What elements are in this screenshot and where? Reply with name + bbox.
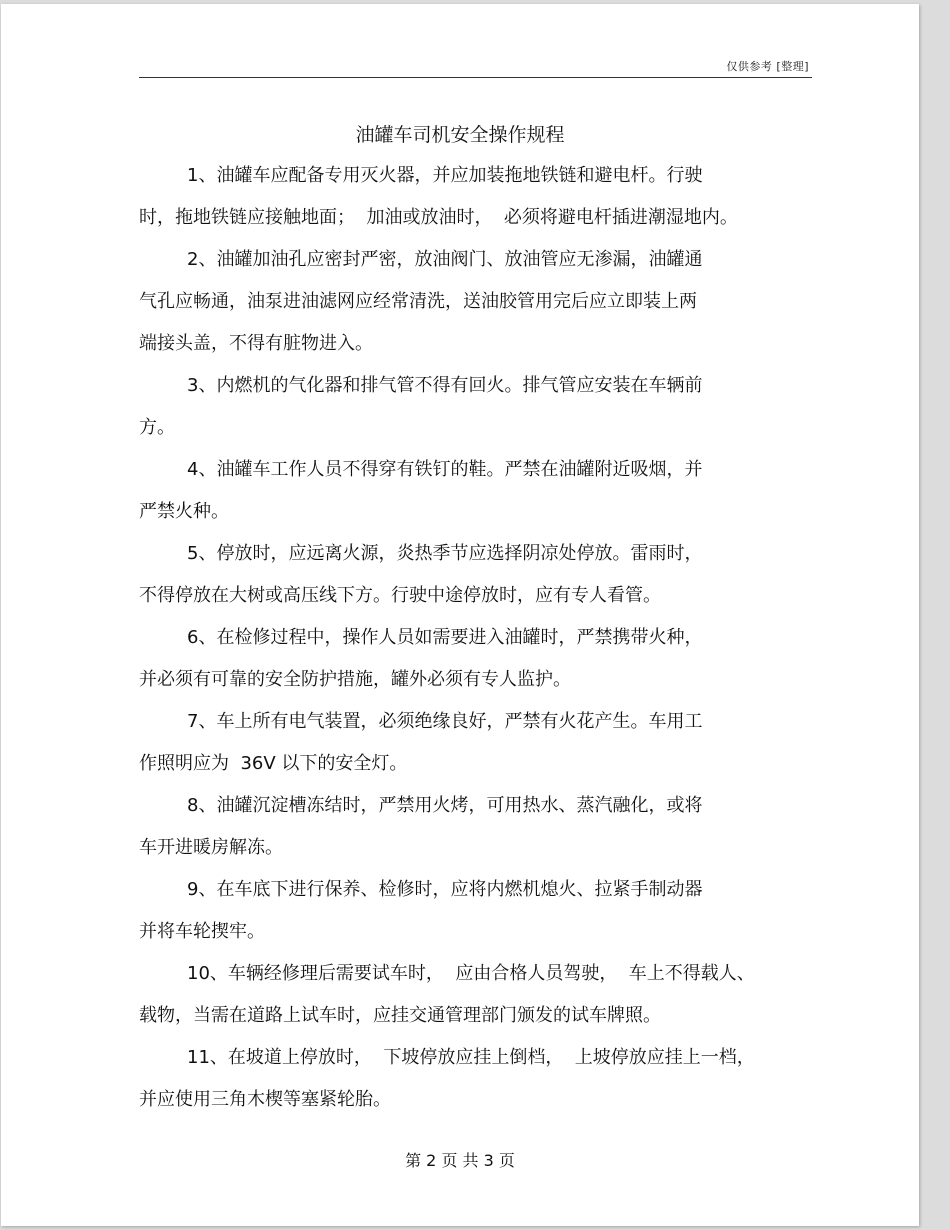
paragraph-4 xyxy=(139,449,819,533)
paragraph-line: 7、车上所有电气装置，必须绝缘良好，严禁有火花产生。车用工 xyxy=(187,711,703,732)
paragraph-line: 方。 xyxy=(139,417,175,438)
document-page xyxy=(1,4,919,1226)
paragraph-line: 8、油罐沉淀槽冻结时，严禁用火烤，可用热水、蒸汽融化，或将 xyxy=(187,795,703,816)
paragraph-line: 4、油罐车工作人员不得穿有铁钉的鞋。严禁在油罐附近吸烟，并 xyxy=(187,459,703,480)
paragraph-7 xyxy=(139,701,819,785)
paragraph-line: 并应使用三角木楔等塞紧轮胎。 xyxy=(139,1089,391,1110)
paragraph-line: 不得停放在大树或高压线下方。行驶中途停放时，应有专人看管。 xyxy=(139,585,661,606)
header-divider xyxy=(139,77,812,78)
paragraph-line: 并将车轮揳牢。 xyxy=(139,921,265,942)
paragraph-line: 载物，当需在道路上试车时，应挂交通管理部门颁发的试车牌照。 xyxy=(139,1005,661,1026)
paragraph-5 xyxy=(139,533,819,617)
paragraph-line: 时，拖地铁链应接触地面； 加油或放油时， 必须将避电杆插进潮湿地内。 xyxy=(139,207,738,228)
paragraph-line: 11、在坡道上停放时， 下坡停放应挂上倒档， 上坡停放应挂上一档， xyxy=(187,1047,755,1068)
document-body xyxy=(139,155,819,1121)
paragraph-line: 1、油罐车应配备专用灭火器，并应加装拖地铁链和避电杆。行驶 xyxy=(187,165,703,186)
paragraph-line: 6、在检修过程中，操作人员如需要进入油罐时，严禁携带火种， xyxy=(187,627,703,648)
paragraph-2 xyxy=(139,239,819,365)
paragraph-3 xyxy=(139,365,819,449)
paragraph-line: 10、车辆经修理后需要试车时， 应由合格人员驾驶， 车上不得载人、 xyxy=(187,963,755,984)
paragraph-9 xyxy=(139,869,819,953)
paragraph-line: 作照明应为 36V 以下的安全灯。 xyxy=(139,753,408,774)
paragraph-line: 3、内燃机的气化器和排气管不得有回火。排气管应安装在车辆前 xyxy=(187,375,703,396)
page-number: 第 2 页 共 3 页 xyxy=(405,1151,515,1170)
paragraph-1 xyxy=(139,155,819,239)
paragraph-line: 气孔应畅通，油泵进油滤网应经常清洗，送油胶管用完后应立即装上两 xyxy=(139,291,697,312)
paragraph-line: 5、停放时，应远离火源，炎热季节应选择阴凉处停放。雷雨时， xyxy=(187,543,703,564)
paragraph-8 xyxy=(139,785,819,869)
header-tag: 仅供参考 [整理] xyxy=(726,60,809,73)
paragraph-line: 9、在车底下进行保养、检修时，应将内燃机熄火、拉紧手制动器 xyxy=(187,879,703,900)
paragraph-line: 严禁火种。 xyxy=(139,501,229,522)
paragraph-line: 并必须有可靠的安全防护措施，罐外必须有专人监护。 xyxy=(139,669,571,690)
document-title: 油罐车司机安全操作规程 xyxy=(355,124,565,146)
paragraph-6 xyxy=(139,617,819,701)
paragraph-line: 2、油罐加油孔应密封严密，放油阀门、放油管应无渗漏，油罐通 xyxy=(187,249,703,270)
paragraph-11 xyxy=(139,1037,819,1121)
paragraph-line: 端接头盖，不得有脏物进入。 xyxy=(139,333,373,354)
paragraph-line: 车开进暖房解冻。 xyxy=(139,837,283,858)
paragraph-10 xyxy=(139,953,819,1037)
